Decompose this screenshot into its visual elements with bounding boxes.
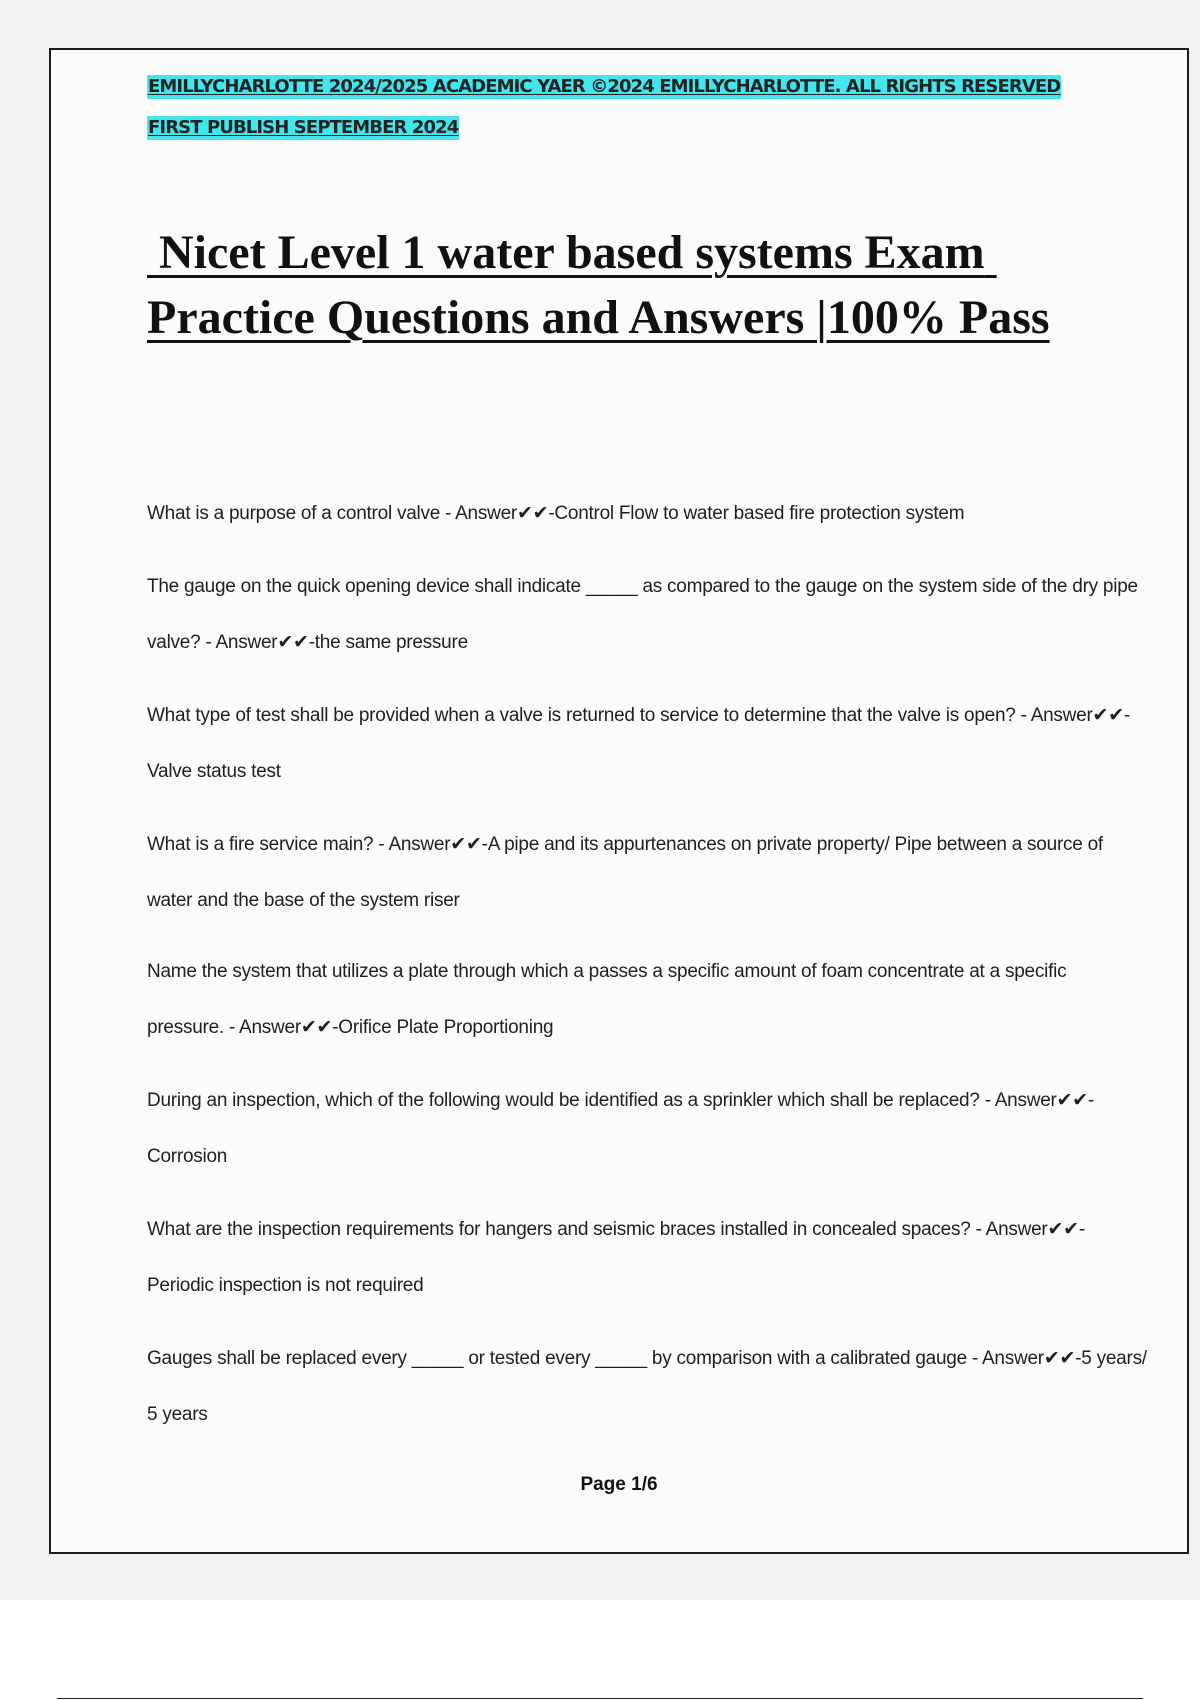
document-title: Nicet Level 1 water based systems Exam Practice Questions and Answers |100% Pass <box>147 226 1050 344</box>
qa-item-4: What is a fire service main? - Answer✔✔-A pipe and its appurtenances on private property/ Pipe between a source of water and the base of the system riser <box>147 834 1103 911</box>
qa-item-6: During an inspection, which of the following would be identified as a sprinkler which shall be replaced? - Answer✔✔-Corrosion <box>147 1090 1095 1167</box>
qa-item-8: Gauges shall be replaced every _____ or tested every _____ by comparison with a calibrated gauge - Answer✔✔-5 years/ 5 years <box>147 1348 1147 1425</box>
qa-item-2: The gauge on the quick opening device shall indicate _____ as compared to the gauge on the system side of the dry pipe valve? - Answer✔✔-the same pressure <box>147 576 1138 653</box>
qa-item-3: What type of test shall be provided when a valve is returned to service to determine that the valve is open? - Answer✔✔-Valve status test <box>147 705 1130 782</box>
document-page <box>49 48 1189 1554</box>
qa-item-7: What are the inspection requirements for hangers and seismic braces installed in concealed spaces? - Answer✔✔-Periodic inspection is not required <box>147 1219 1085 1296</box>
publish-date-header: FIRST PUBLISH SEPTEMBER 2024 <box>148 117 459 138</box>
copyright-header: EMILLYCHARLOTTE 2024/2025 ACADEMIC YAER ©2024 EMILLYCHARLOTTE. ALL RIGHTS RESERVED <box>148 76 1061 97</box>
qa-item-5: Name the system that utilizes a plate through which a passes a specific amount of foam concentrate at a specific pressure. - Answer✔✔-Orifice Plate Proportioning <box>147 961 1067 1038</box>
next-page-rule <box>57 1698 1143 1699</box>
qa-item-1: What is a purpose of a control valve - Answer✔✔-Control Flow to water based fire protection system <box>147 503 965 524</box>
page-number: Page 1/6 <box>580 1474 658 1495</box>
